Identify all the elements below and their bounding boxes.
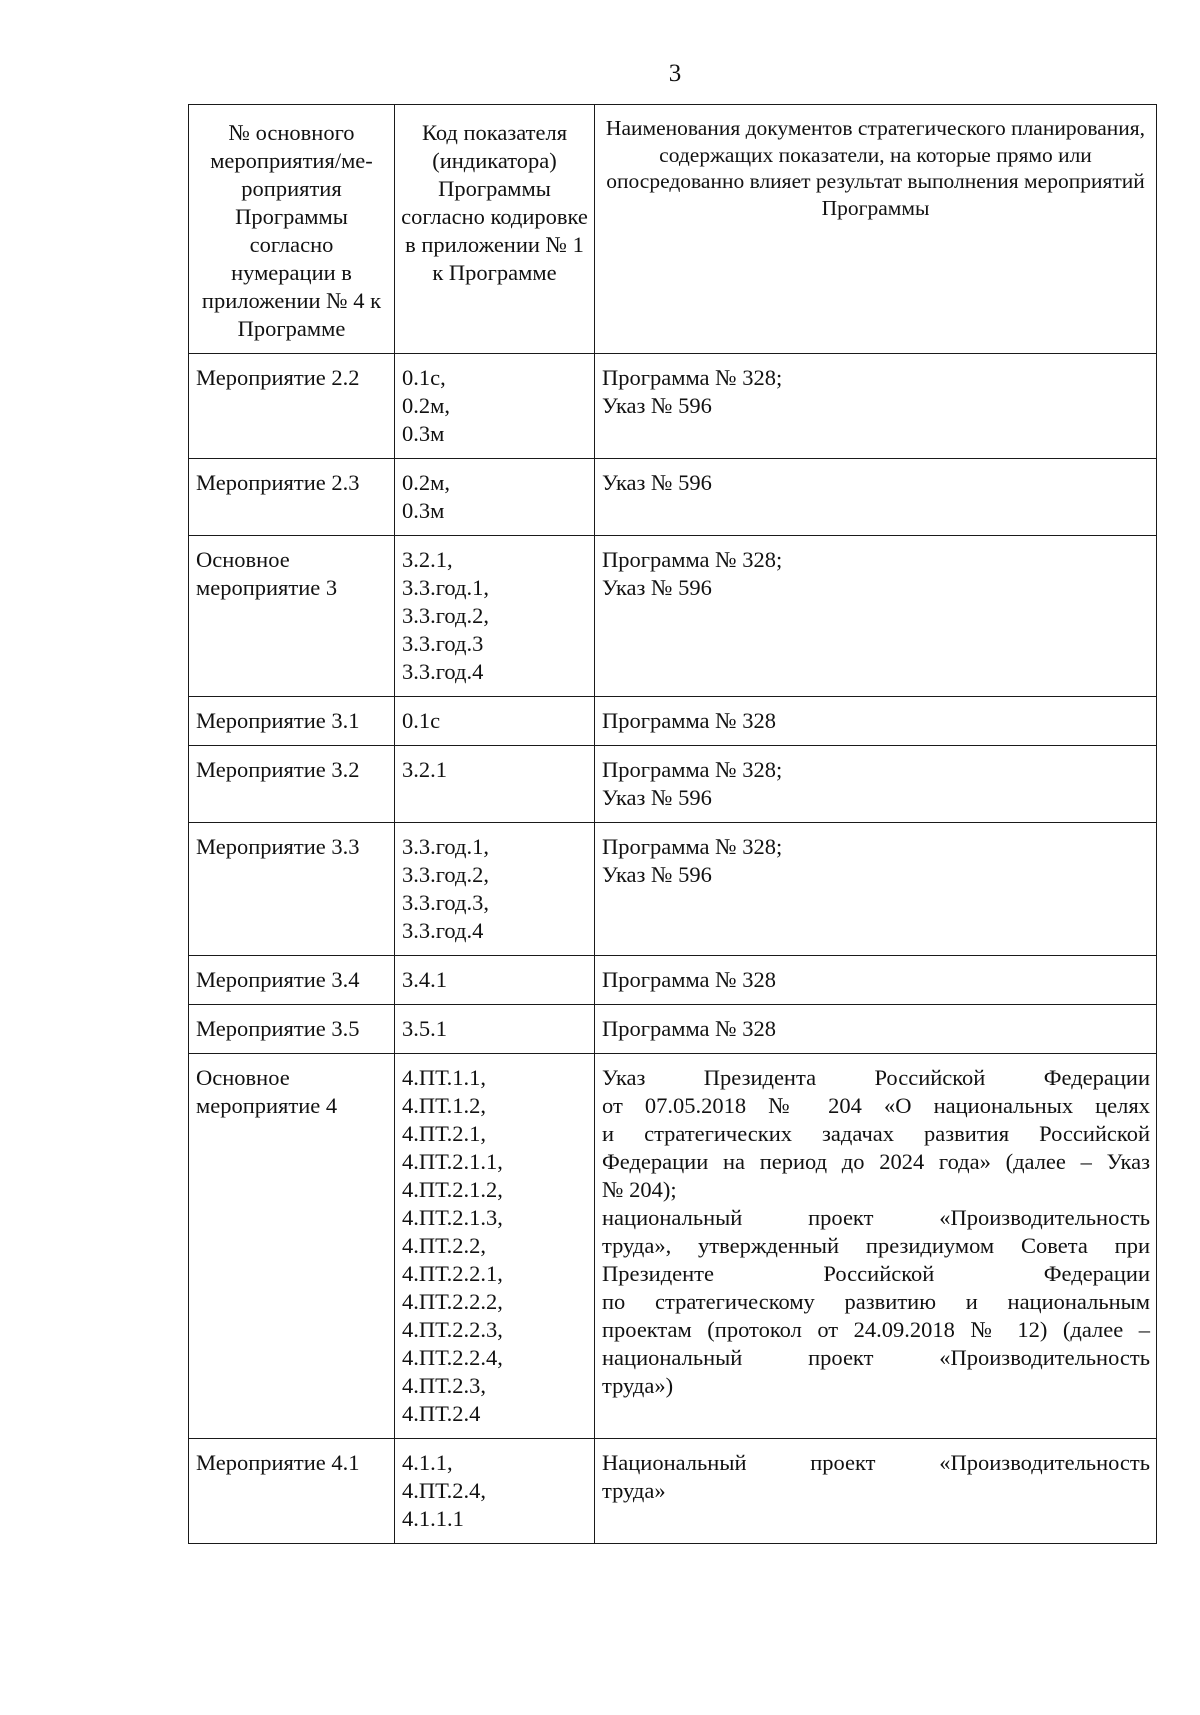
strategic-documents-cell [595, 459, 1157, 536]
document-line: Программа № 328 [602, 1016, 776, 1041]
indicator-code: 3.3.год.4 [402, 659, 484, 684]
document-line: Программа № 328; [602, 547, 783, 572]
event-cell: Основное мероприятие 3 [189, 536, 395, 697]
document-line: Программа № 328; [602, 757, 783, 782]
document-line: труда») [602, 1373, 674, 1398]
indicator-codes-cell [395, 1005, 595, 1054]
indicator-code: 4.ПТ.2.1.2, [402, 1177, 503, 1202]
strategic-documents-cell [595, 354, 1157, 459]
indicator-code: 4.1.1.1 [402, 1506, 464, 1531]
indicator-code: 3.2.1, [402, 547, 453, 572]
strategic-documents-cell [595, 956, 1157, 1005]
indicator-code: 4.ПТ.2.4, [402, 1478, 486, 1503]
document-line: Программа № 328; [602, 365, 783, 390]
table-row [189, 746, 1157, 823]
event-cell: Мероприятие 3.2 [189, 746, 395, 823]
strategic-documents-cell [595, 746, 1157, 823]
event-cell: Основное мероприятие 4 [189, 1054, 395, 1439]
indicator-codes-cell [395, 823, 595, 956]
document-line: труда» [602, 1478, 666, 1503]
indicator-codes-cell [395, 1439, 595, 1544]
indicator-code: 4.ПТ.2.2.2, [402, 1289, 503, 1314]
document-line: национальный проект «Производительность [602, 1345, 1150, 1370]
indicator-code: 3.3.год.1, [402, 834, 489, 859]
indicator-code: 0.1с [402, 708, 441, 733]
table-row [189, 697, 1157, 746]
document-line: Президенте Российской Федерации [602, 1261, 1150, 1286]
indicator-code: 4.ПТ.2.1, [402, 1121, 486, 1146]
table-body [189, 354, 1157, 1544]
strategic-documents-cell [595, 823, 1157, 956]
event-cell: Мероприятие 2.3 [189, 459, 395, 536]
indicator-code: 0.3м [402, 498, 445, 523]
indicator-code: 3.2.1 [402, 757, 447, 782]
indicator-code: 4.ПТ.2.3, [402, 1373, 486, 1398]
document-line: Указ № 596 [602, 862, 712, 887]
event-cell: Мероприятие 3.4 [189, 956, 395, 1005]
indicators-table [188, 104, 1157, 1544]
document-line: от 07.05.2018 № 204 «О национальных целях [602, 1093, 1150, 1118]
table-header-row [189, 105, 1157, 354]
document-line: проектам (протокол от 24.09.2018 № 12) (далее – [602, 1317, 1150, 1342]
indicator-code: 3.3.год.2, [402, 862, 489, 887]
document-line: Указ № 596 [602, 393, 712, 418]
document-line: по стратегическому развитию и национальным [602, 1289, 1150, 1314]
indicator-code: 4.ПТ.2.1.1, [402, 1149, 503, 1174]
document-line: Федерации на период до 2024 года» (далее – Указ [602, 1149, 1150, 1174]
indicator-code: 4.ПТ.2.2.4, [402, 1345, 503, 1370]
indicator-code: 3.4.1 [402, 967, 447, 992]
indicator-code: 3.5.1 [402, 1016, 447, 1041]
event-cell: Мероприятие 4.1 [189, 1439, 395, 1544]
table-row [189, 956, 1157, 1005]
indicator-code: 3.3.год.4 [402, 918, 484, 943]
document-line: Указ № 596 [602, 575, 712, 600]
document-line: Указ Президента Российской Федерации [602, 1065, 1150, 1090]
header-indicator-code: Код показателя (индикатора) Программы согласно кодировке в приложении № 1 к Программе [395, 105, 595, 354]
indicator-code: 0.1с, [402, 365, 446, 390]
header-strategic-documents: Наименования документов стратегического планирования, содержащих показатели, на которые прямо или опосредованно влияет результат выполнения мероприятий Программы [595, 105, 1157, 354]
table-row [189, 823, 1157, 956]
document-line: Программа № 328 [602, 967, 776, 992]
indicator-code: 4.ПТ.2.1.3, [402, 1205, 503, 1230]
strategic-documents-cell [595, 1054, 1157, 1439]
indicator-code: 3.3.год.1, [402, 575, 489, 600]
indicator-code: 4.ПТ.2.2.3, [402, 1317, 503, 1342]
table-row [189, 1439, 1157, 1544]
document-line: Национальный проект «Производительность [602, 1450, 1150, 1475]
indicator-code: 0.3м [402, 421, 445, 446]
indicator-code: 4.ПТ.1.2, [402, 1093, 486, 1118]
indicator-code: 3.3.год.2, [402, 603, 489, 628]
document-line: № 204); [602, 1177, 677, 1202]
document-line: Программа № 328; [602, 834, 783, 859]
event-cell: Мероприятие 2.2 [189, 354, 395, 459]
event-cell: Мероприятие 3.1 [189, 697, 395, 746]
table-row [189, 1054, 1157, 1439]
indicator-code: 3.3.год.3, [402, 890, 489, 915]
table-row [189, 459, 1157, 536]
indicator-code: 4.ПТ.2.2.1, [402, 1261, 503, 1286]
table-row [189, 354, 1157, 459]
indicator-codes-cell [395, 536, 595, 697]
indicator-code: 4.ПТ.2.4 [402, 1401, 481, 1426]
document-line: Указ № 596 [602, 470, 712, 495]
header-event-number: № основного мероприятия/ме-роприятия Программы согласно нумерации в приложении № 4 к Программе [189, 105, 395, 354]
document-line: национальный проект «Производительность [602, 1205, 1150, 1230]
strategic-documents-cell [595, 697, 1157, 746]
indicator-code: 0.2м, [402, 470, 450, 495]
indicator-codes-cell [395, 956, 595, 1005]
indicator-codes-cell [395, 354, 595, 459]
indicator-code: 4.1.1, [402, 1450, 453, 1475]
indicator-codes-cell [395, 697, 595, 746]
table-row [189, 1005, 1157, 1054]
event-cell: Мероприятие 3.5 [189, 1005, 395, 1054]
indicator-codes-cell [395, 746, 595, 823]
document-line: Указ № 596 [602, 785, 712, 810]
indicator-codes-cell [395, 1054, 595, 1439]
table-row [189, 536, 1157, 697]
indicator-codes-cell [395, 459, 595, 536]
indicator-code: 0.2м, [402, 393, 450, 418]
event-cell: Мероприятие 3.3 [189, 823, 395, 956]
strategic-documents-cell [595, 1005, 1157, 1054]
document-line: и стратегических задачах развития Российской [602, 1121, 1150, 1146]
indicator-code: 3.3.год.3 [402, 631, 484, 656]
strategic-documents-cell [595, 1439, 1157, 1544]
indicator-code: 4.ПТ.1.1, [402, 1065, 486, 1090]
page-number: 3 [668, 60, 682, 87]
strategic-documents-cell [595, 536, 1157, 697]
document-line: труда», утвержденный президиумом Совета при [602, 1233, 1150, 1258]
indicator-code: 4.ПТ.2.2, [402, 1233, 486, 1258]
document-line: Программа № 328 [602, 708, 776, 733]
